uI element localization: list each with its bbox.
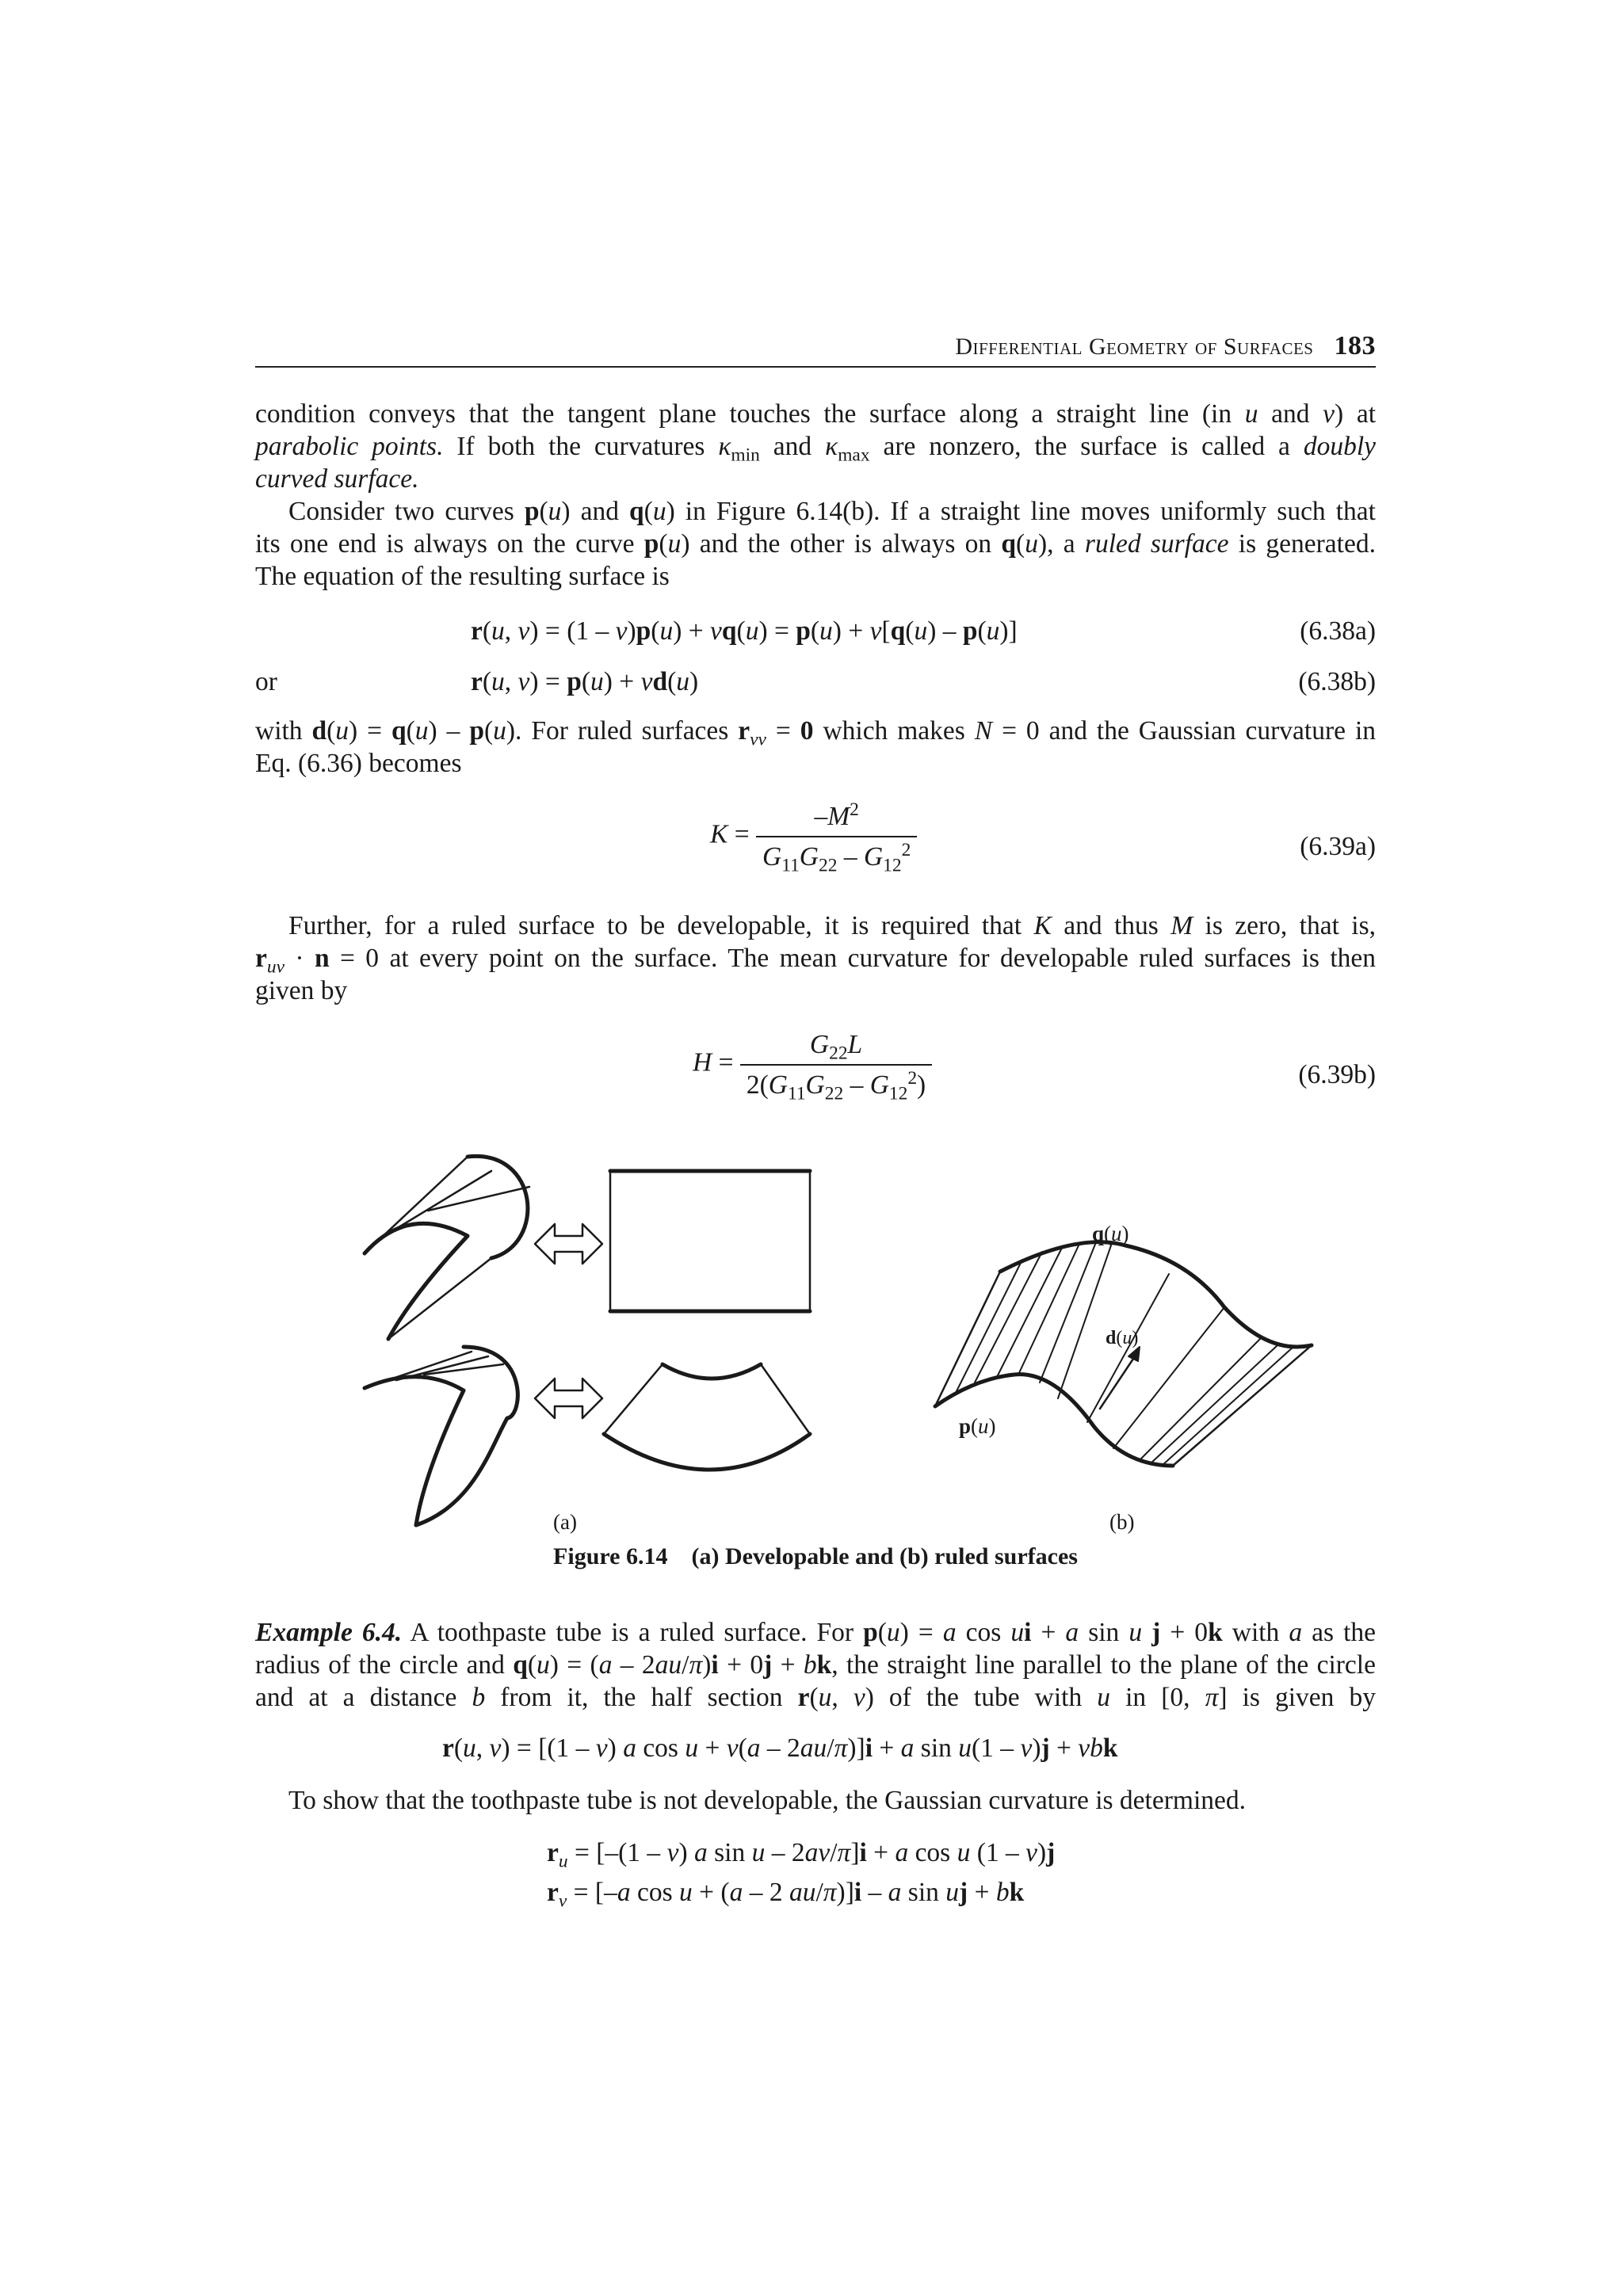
half-cylinder-drawing [365,1156,529,1339]
label-p-u: p(u) [959,1414,996,1438]
label-q-u: q(u) [1092,1222,1129,1245]
paragraph-developable: Further, for a ruled surface to be developable, it is required that K and thus M is zero, that is, $r_{uv} \cdot n = 0$ at every point on the surface. The mean curvature for developable ruled surfaces is then given by [255,911,1377,1005]
label-subfigure-b: (b) [1109,1510,1135,1534]
equation-6-38b: r(u, v) = p(u) + vd(u) [471,667,699,696]
equation-r-v: $r_v = [-a$ cos u + (a – 2 au/π)]i – a sin uj + bk [547,1878,1025,1912]
figure-caption-number: Figure 6.14 [553,1543,668,1569]
label-d-u: d(u) [1106,1328,1139,1348]
d-vector-arrow-icon [1100,1347,1140,1409]
equation-6-38a: r(u, v) = (1 – v)p(u) + vq(u) = p(u) + v[q(u) – p(u)] [471,616,1018,646]
equation-lead-or: or [255,667,277,696]
equation-number-6-39b: (6.39b) [1298,1060,1376,1089]
paragraph-ruled-surface: Consider two curves p(u) and q(u) in Figure 6.14(b). If a straight line moves uniformly such that its one end is always on the curve p(u) and the other is always on q(u), a ruled surface is generated. The equation of the resulting surface is [255,497,1376,591]
double-arrow-bottom-icon [535,1379,602,1418]
figure-caption [255,1543,1376,1570]
label-subfigure-a: (a) [553,1510,577,1534]
flat-sector-drawing [604,1364,810,1470]
half-cone-drawing [365,1347,517,1525]
paragraph-gaussian-ruled: with d(u) = q(u) – p(u). For ruled surfaces $r_{vv} = 0$ which makes N = 0 and the Gaussian curvature in Eq. (6.36) becomes [255,716,1376,778]
equation-6-39a: K = $\frac{-M^2}{G_{11}G_{22} - G_{12}^2}$ [710,800,917,873]
equation-number-6-39a: (6.39a) [1300,832,1376,861]
paragraph-example-6-4: Example 6.4. A toothpaste tube is a ruled surface. For p(u) = a cos ui + a sin u j + 0k with a as the radius of the circle and q(u) = (a – 2au/π)i + 0j + bk, the straight line parallel to the plane of the circle and at a distance b from it, the half section r(u, v) of the tube with u in [0, π] is given by [255,1618,1377,1712]
equation-r-u: $r_u = [-(1 - v)$ a sin u – 2av/π]i + a cos u (1 – v)j [547,1838,1056,1872]
equation-number-6-38a: (6.38a) [1300,616,1376,646]
figure-caption-text: (a) Developable and (b) ruled surfaces [691,1543,1078,1569]
page-number: 183 [1334,331,1376,360]
double-arrow-top-icon [535,1224,602,1264]
flat-rectangle-drawing [610,1171,810,1311]
equation-toothpaste-r: r(u, v) = [(1 – v) a cos u + v(a – 2au/π)]i + a sin u(1 – v)j + vbk [442,1733,1118,1763]
paragraph-parabolic-points: condition conveys that the tangent plane touches the surface along a straight line (in u and v) at parabolic points. If both the curvatures $\kappa_{min}$ and $\kappa_{max}$ are nonzero, the surface is called a doubly curved surface. [255,399,1377,494]
paragraph-not-developable: To show that the toothpaste tube is not developable, the Gaussian curvature is determined. [288,1786,1246,1815]
equation-number-6-38b: (6.38b) [1298,667,1376,696]
example-title: Example 6.4. [255,1618,403,1647]
equation-6-39b: H = $\frac{G_{22}L}{2(G_{11}G_{22} - G_{12}^2)}$ [693,1028,932,1101]
running-head-title: Differential Geometry of Surfaces [955,334,1314,360]
